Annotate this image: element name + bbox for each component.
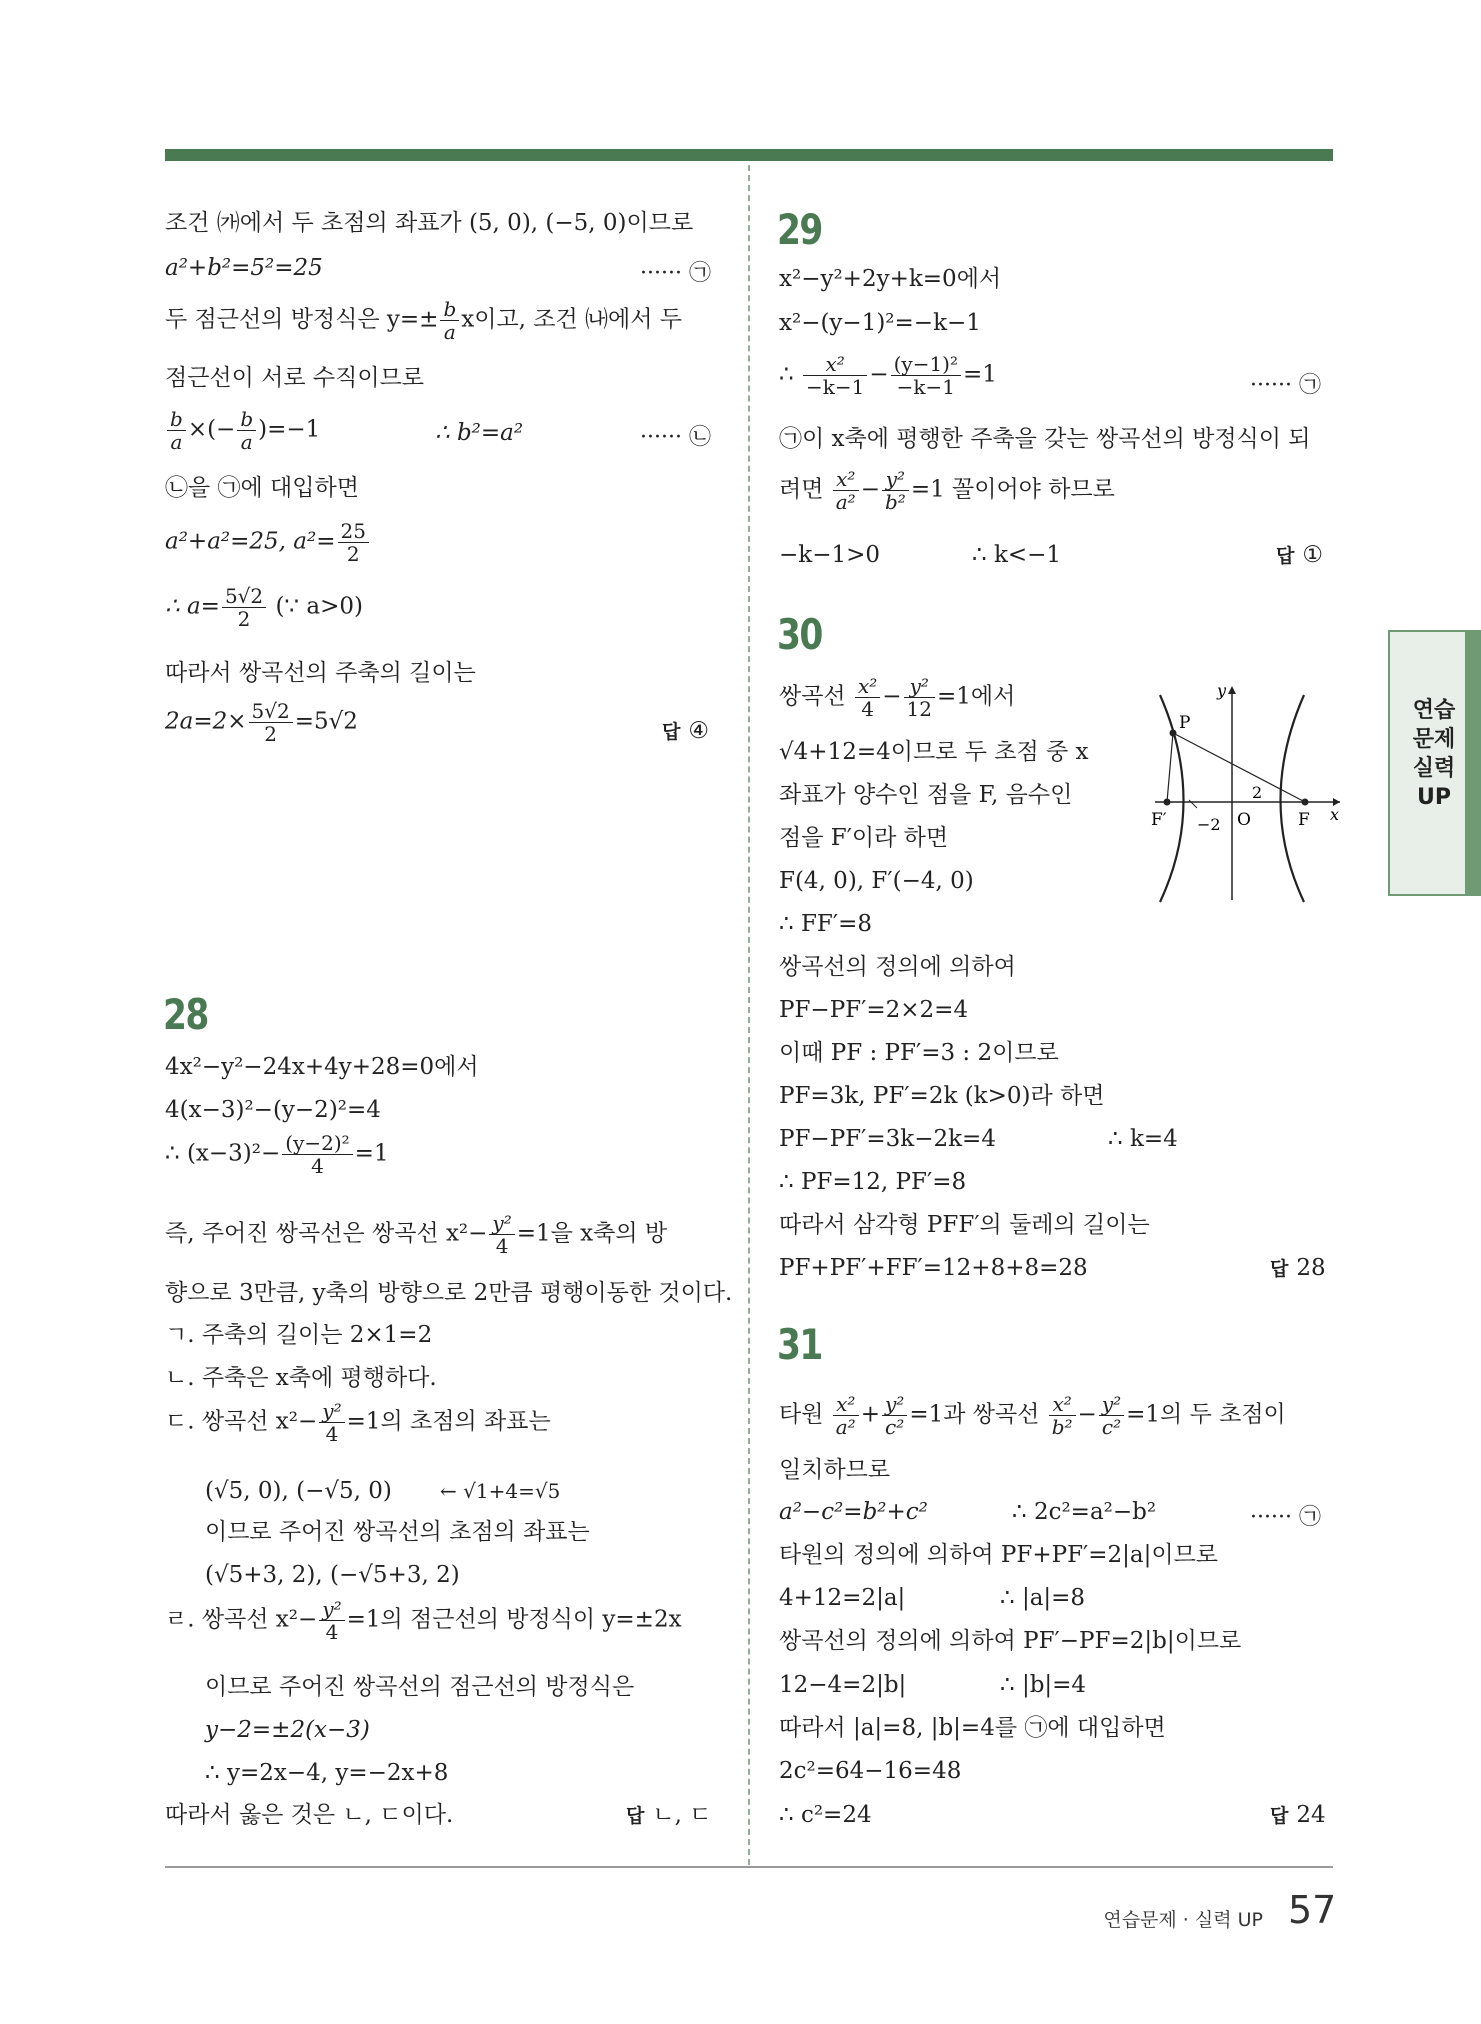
label-P: P <box>1179 713 1191 733</box>
text-line: 4x²−y²−24x+4y+28=0에서 <box>165 1054 479 1080</box>
conclusion: ∴ |a|=8 <box>1000 1585 1086 1611</box>
point-F <box>1302 799 1309 806</box>
hyperbola-right-branch <box>1281 695 1305 902</box>
label-O: O <box>1237 810 1251 830</box>
label-F: F <box>1298 810 1310 830</box>
text-line: 좌표가 양수인 점을 F, 음수인 <box>779 782 1073 808</box>
text-line: −k−1>0 <box>779 542 881 568</box>
text-line: (√5, 0), (−√5, 0) <box>205 1478 392 1504</box>
conclusion: ∴ |b|=4 <box>1000 1672 1087 1698</box>
text-line: 타원 $\frac{\text{x²}}{\text{a²}}$ + $\frac{\text{y²}}{\text{c²}}$ =1과 쌍곡선 $\frac{\text{x²}}{\text{b²}}$ − $\frac{\text{y²}}{\text{c²}}$ =1의 두 초점이 <box>779 1392 1286 1439</box>
neg-two-pointer <box>1189 800 1197 808</box>
text-line: ㄱ. 주축의 길이는 2×1=2 <box>165 1322 433 1348</box>
equation-tag: ······ ㉠ <box>1250 1505 1321 1530</box>
conclusion: ∴ b²=a² <box>435 420 524 446</box>
text-line: ㄹ. 쌍곡선 x²− $\frac{\text{y²}}{4}$ =1의 점근선의 방정식이 y=±2x <box>165 1597 682 1644</box>
header-bar <box>165 149 1333 161</box>
footer-section-label: 연습문제 · 실력 UP <box>1103 1909 1263 1931</box>
text-line: a²−c²=b²+c² <box>779 1499 928 1525</box>
text-line: ∴ y=2x−4, y=−2x+8 <box>205 1760 449 1786</box>
text-line: $\frac{b}{a}$ ×(− $\frac{b}{a}$ )=−1 <box>165 408 320 453</box>
answer: 답 28 <box>1270 1255 1326 1281</box>
text-line: ∴ FF′=8 <box>779 911 872 937</box>
text-line: 따라서 삼각형 PFF′의 둘레의 길이는 <box>779 1212 1150 1238</box>
label-two: 2 <box>1252 783 1263 802</box>
text-line: PF−PF′=2×2=4 <box>779 997 969 1023</box>
text-line: √4+12=4이므로 두 초점 중 x <box>779 739 1089 765</box>
text-line: 려면 $\frac{\text{x²}}{\text{a²}}$ − $\frac{\text{y²}}{\text{b²}}$ =1 꼴이어야 하므로 <box>779 467 1115 514</box>
text-line: 2a=2× $\frac{5√2}{2}$ =5√2 <box>165 699 358 746</box>
segment-PF <box>1173 733 1305 802</box>
text-line: 조건 ㈎에서 두 초점의 좌표가 (5, 0), (−5, 0)이므로 <box>165 210 694 236</box>
text-line: y−2=±2(x−3) <box>205 1717 370 1743</box>
text-line: 이므로 주어진 쌍곡선의 초점의 좌표는 <box>205 1519 590 1545</box>
text-line: PF−PF′=3k−2k=4 <box>779 1126 996 1152</box>
column-divider <box>748 165 750 1865</box>
answer: 답 24 <box>1270 1802 1326 1828</box>
text-line: 두 점근선의 방정식은 y=± $\frac{b}{a}$ x이고, 조건 ㈏에서 두 <box>165 297 682 344</box>
answer: 답 ④ <box>662 718 709 744</box>
text-line: 쌍곡선의 정의에 의하여 PF′−PF=2|b|이므로 <box>779 1628 1242 1654</box>
problem-number: 28 <box>163 990 208 1039</box>
text-line: 따라서 옳은 것은 ㄴ, ㄷ이다. <box>165 1802 454 1828</box>
conclusion: ∴ k=4 <box>1108 1126 1178 1152</box>
equation-tag: ······ ㉠ <box>1250 373 1321 398</box>
text-line: 타원의 정의에 의하여 PF+PF′=2|a|이므로 <box>779 1542 1219 1568</box>
text-line: ㉠이 x축에 평행한 주축을 갖는 쌍곡선의 방정식이 되 <box>779 426 1311 452</box>
text-line: 4+12=2|a| <box>779 1585 906 1611</box>
text-line: ∴ $\frac{\text{x²}}{-k-1}$ − $\frac{\text{(y−1)²}}{-k-1}$ =1 <box>779 352 997 399</box>
text-line: ㄴ. 주축은 x축에 평행하다. <box>165 1365 437 1391</box>
text-line: 즉, 주어진 쌍곡선은 쌍곡선 x²− $\frac{\text{y²}}{4}$ =1을 x축의 방 <box>165 1211 668 1258</box>
text-line: x²−(y−1)²=−k−1 <box>779 310 981 336</box>
text-line: F(4, 0), F′(−4, 0) <box>779 868 974 894</box>
section-side-tab <box>1388 630 1481 896</box>
equation-tag: ······ ㉡ <box>640 425 711 450</box>
text-line: a²+a²=25, a²= $\frac{25}{2}$ <box>165 520 371 565</box>
footer-rule <box>165 1866 1333 1868</box>
text-line: PF+PF′+FF′=12+8+8=28 <box>779 1255 1088 1281</box>
conclusion: ∴ 2c²=a²−b² <box>1012 1499 1157 1525</box>
side-note: ← √1+4=√5 <box>440 1479 561 1503</box>
text-line: 따라서 |a|=8, |b|=4를 ㉠에 대입하면 <box>779 1715 1166 1741</box>
y-axis-arrow <box>1228 686 1236 694</box>
label-y: y <box>1217 681 1227 700</box>
problem-number: 29 <box>777 205 822 254</box>
text-line: 따라서 쌍곡선의 주축의 길이는 <box>165 660 476 686</box>
text-line: (√5+3, 2), (−√5+3, 2) <box>205 1562 460 1588</box>
segment-PFprime <box>1167 733 1173 802</box>
text-line: 12−4=2|b| <box>779 1672 907 1698</box>
text-line: ∴ (x−3)²− $\frac{\text{(y−2)²}}{4}$ =1 <box>165 1131 389 1178</box>
hyperbola-graph <box>1145 680 1345 905</box>
text-line: 점을 F′이라 하면 <box>779 825 949 851</box>
text-line: 4(x−3)²−(y−2)²=4 <box>165 1097 381 1123</box>
equation-tag: ······ ㉠ <box>640 261 711 286</box>
side-tab-strip <box>1465 632 1481 894</box>
text-line: 쌍곡선의 정의에 의하여 <box>779 954 1016 980</box>
text-line: ㉡을 ㉠에 대입하면 <box>165 475 359 501</box>
text-line: 점근선이 서로 수직이므로 <box>165 365 425 391</box>
text-line: 이때 PF : PF′=3 : 2이므로 <box>779 1040 1059 1066</box>
problem-number: 31 <box>777 1320 822 1369</box>
text-line: 향으로 3만큼, y축의 방향으로 2만큼 평행이동한 것이다. <box>165 1280 733 1306</box>
text-line: x²−y²+2y+k=0에서 <box>779 266 1002 292</box>
page-number: 57 <box>1288 1888 1337 1932</box>
text-line: PF=3k, PF′=2k (k>0)라 하면 <box>779 1083 1105 1109</box>
text-line: 일치하므로 <box>779 1457 891 1483</box>
problem-number: 30 <box>777 610 822 659</box>
text-line: a²+b²=5²=25 <box>165 255 323 281</box>
text-line: 이므로 주어진 쌍곡선의 점근선의 방정식은 <box>205 1674 635 1700</box>
conclusion: ∴ k<−1 <box>972 542 1062 568</box>
point-Fprime <box>1164 799 1171 806</box>
side-tab-label: 연습문제 실력UP <box>1412 698 1456 810</box>
answer: 답 ㄴ, ㄷ <box>626 1802 712 1828</box>
label-neg-two: −2 <box>1197 815 1221 834</box>
text-line: ∴ a= $\frac{5√2}{2}$ (∵ a>0) <box>165 584 363 631</box>
point-P <box>1170 730 1177 737</box>
text-line: ㄷ. 쌍곡선 x²− $\frac{\text{y²}}{4}$ =1의 초점의 좌표는 <box>165 1399 551 1446</box>
text-line: ∴ c²=24 <box>779 1802 872 1828</box>
text-line: 쌍곡선 $\frac{\text{x²}}{4}$ − $\frac{\text{y²}}{12}$ =1에서 <box>779 674 1016 721</box>
text-line: ∴ PF=12, PF′=8 <box>779 1169 967 1195</box>
label-Fprime: F′ <box>1151 810 1167 830</box>
label-x: x <box>1330 805 1340 824</box>
answer: 답 ① <box>1276 542 1323 568</box>
text-line: 2c²=64−16=48 <box>779 1758 962 1784</box>
